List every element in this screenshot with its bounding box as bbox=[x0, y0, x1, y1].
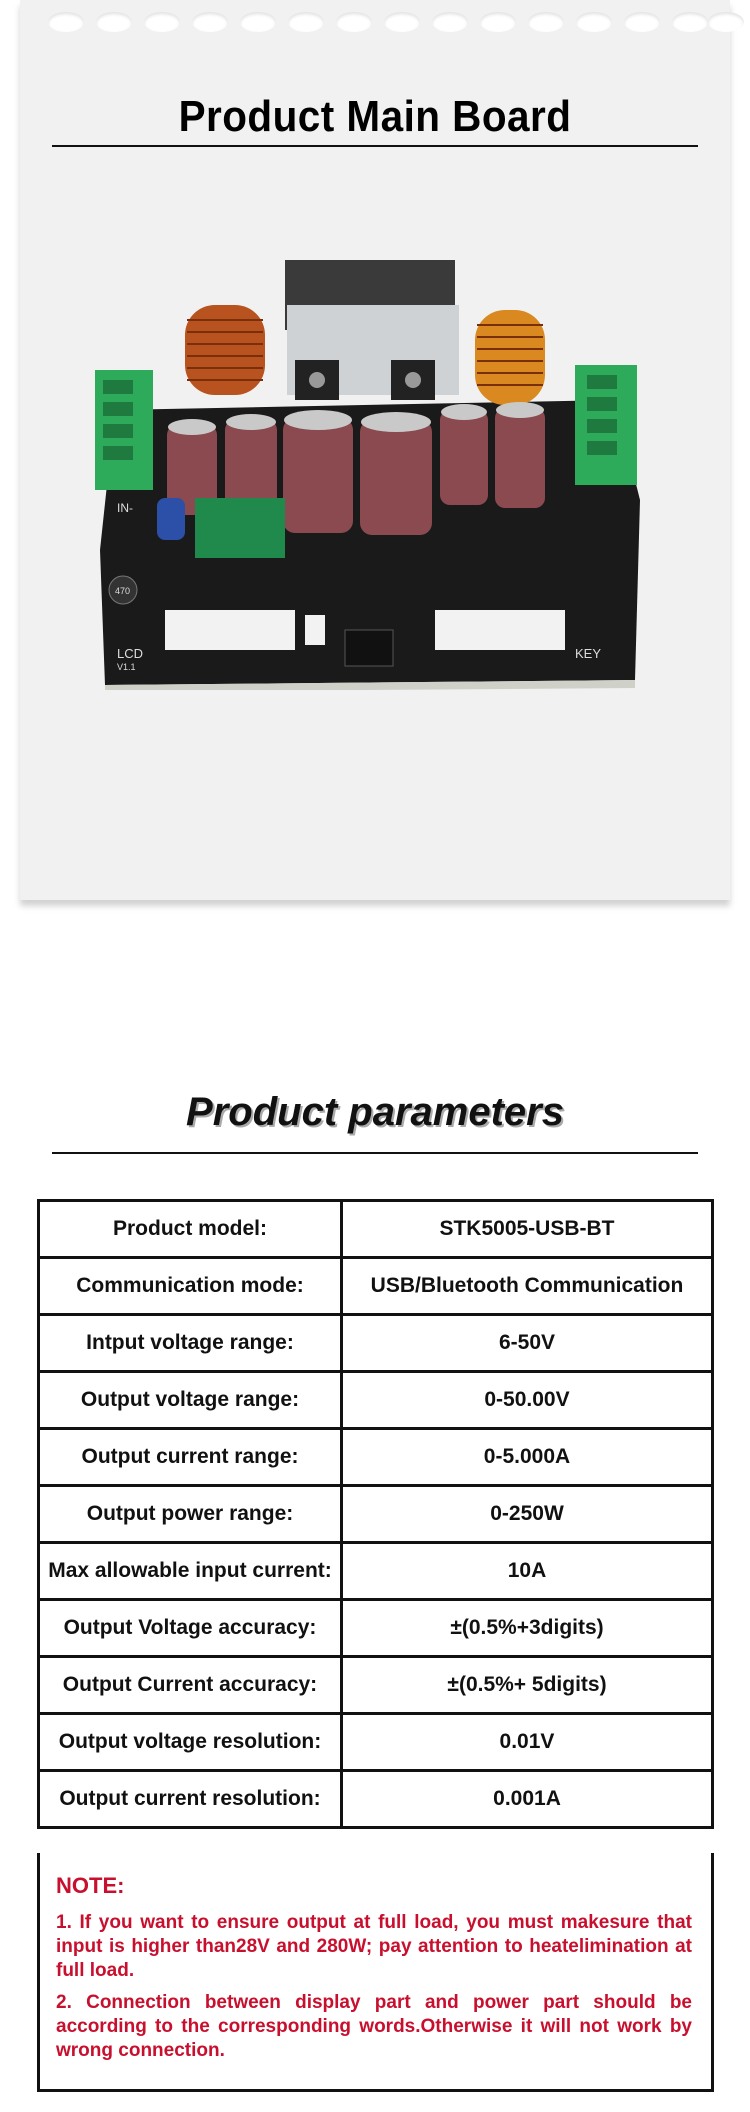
binder-hole bbox=[336, 12, 372, 32]
param-label: Communication mode: bbox=[39, 1258, 342, 1315]
table-row bbox=[39, 1600, 713, 1657]
bluetooth-module bbox=[195, 498, 285, 558]
binder-hole bbox=[432, 12, 468, 32]
param-label: Output voltage range: bbox=[39, 1372, 342, 1429]
note-title: NOTE: bbox=[56, 1873, 125, 1898]
pcb-illustration bbox=[95, 250, 655, 690]
param-label: Output current resolution: bbox=[39, 1771, 342, 1828]
param-value: ±(0.5%+ 5digits) bbox=[342, 1657, 713, 1714]
table-row bbox=[39, 1372, 713, 1429]
param-label: Output power range: bbox=[39, 1486, 342, 1543]
binder-hole bbox=[528, 12, 564, 32]
key-connector bbox=[435, 610, 565, 650]
note-item-1: 1. If you want to ensure output at full load, you must makesure that input is higher than28V and 280W; pay attention to heatelimination at full load. bbox=[56, 1912, 692, 1981]
table-row bbox=[39, 1201, 713, 1258]
capacitor bbox=[440, 410, 488, 505]
param-value: USB/Bluetooth Communication bbox=[342, 1258, 713, 1315]
binder-hole bbox=[624, 12, 660, 32]
table-row bbox=[39, 1486, 713, 1543]
binder-hole bbox=[672, 12, 708, 32]
param-value: 0-250W bbox=[342, 1486, 713, 1543]
screw-icon bbox=[309, 372, 325, 388]
product-board-image bbox=[95, 250, 655, 690]
table-row bbox=[39, 1771, 713, 1828]
label-in: IN- bbox=[117, 501, 133, 515]
param-value: 0.001A bbox=[342, 1771, 713, 1828]
title-divider bbox=[52, 145, 698, 147]
note-box bbox=[37, 1853, 714, 2092]
title-divider bbox=[52, 1152, 698, 1154]
section-title-parameters: Product parameters bbox=[186, 1090, 564, 1134]
binder-hole bbox=[96, 12, 132, 32]
note-item-2: 2. Connection between display part and power part should be according to the corresponding words.Otherwise it will not work by wrong connection. bbox=[56, 1992, 692, 2061]
table-row bbox=[39, 1315, 713, 1372]
binder-hole bbox=[576, 12, 612, 32]
param-value: ±(0.5%+3digits) bbox=[342, 1600, 713, 1657]
param-value: 0-50.00V bbox=[342, 1372, 713, 1429]
binder-hole bbox=[192, 12, 228, 32]
param-value: 0-5.000A bbox=[342, 1429, 713, 1486]
binder-hole bbox=[480, 12, 516, 32]
label-version: V1.1 bbox=[117, 662, 136, 672]
lcd-connector bbox=[165, 610, 295, 650]
binder-holes bbox=[48, 12, 738, 36]
binder-hole bbox=[288, 12, 324, 32]
binder-hole bbox=[144, 12, 180, 32]
param-label: Output Voltage accuracy: bbox=[39, 1600, 342, 1657]
param-label: Intput voltage range: bbox=[39, 1315, 342, 1372]
table-row bbox=[39, 1714, 713, 1771]
param-label: Product model: bbox=[39, 1201, 342, 1258]
param-label: Output current range: bbox=[39, 1429, 342, 1486]
param-label: Output voltage resolution: bbox=[39, 1714, 342, 1771]
screw-icon bbox=[405, 372, 421, 388]
capacitor bbox=[495, 408, 545, 508]
binder-hole bbox=[48, 12, 84, 32]
label-inductor: 470 bbox=[115, 586, 131, 596]
inductor-left bbox=[185, 305, 265, 395]
parameters-table bbox=[37, 1199, 714, 1829]
param-value: STK5005-USB-BT bbox=[342, 1201, 713, 1258]
small-connector bbox=[305, 615, 325, 645]
param-label: Output Current accuracy: bbox=[39, 1657, 342, 1714]
mcu-chip bbox=[345, 630, 393, 666]
capacitor bbox=[283, 418, 353, 533]
table-row bbox=[39, 1657, 713, 1714]
table-row bbox=[39, 1429, 713, 1486]
label-lcd: LCD bbox=[117, 646, 144, 661]
section-title-main-board: Product Main Board bbox=[178, 92, 572, 141]
label-key: KEY bbox=[575, 646, 602, 661]
binder-hole bbox=[708, 12, 744, 32]
param-label: Max allowable input current: bbox=[39, 1543, 342, 1600]
binder-hole bbox=[240, 12, 276, 32]
table-row bbox=[39, 1258, 713, 1315]
table-row bbox=[39, 1543, 713, 1600]
binder-hole bbox=[384, 12, 420, 32]
param-value: 10A bbox=[342, 1543, 713, 1600]
param-value: 0.01V bbox=[342, 1714, 713, 1771]
param-value: 6-50V bbox=[342, 1315, 713, 1372]
capacitor bbox=[360, 420, 432, 535]
blue-capacitor bbox=[157, 498, 185, 540]
